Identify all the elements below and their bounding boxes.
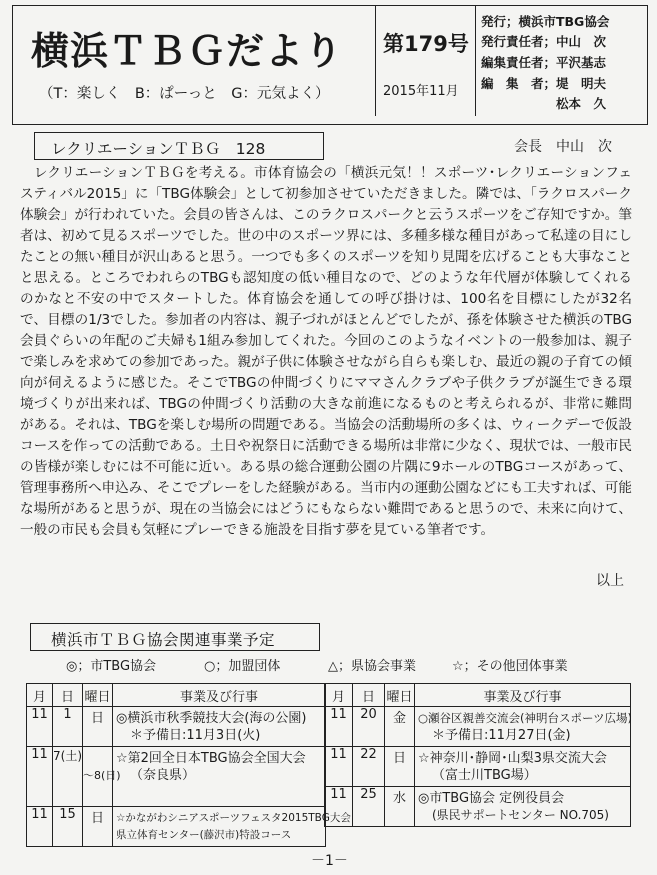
- row-event: ☆神奈川･静岡･山梨3県交流大会: [418, 751, 607, 766]
- row-note: ＊予備日:11月27日(金): [432, 728, 571, 743]
- table-header: [27, 684, 326, 707]
- table-row: [325, 747, 631, 787]
- table-row: [27, 707, 326, 747]
- row-day: 22: [353, 747, 385, 787]
- row-day: 1: [53, 707, 83, 747]
- row-month: 11: [325, 787, 353, 827]
- table-header: [325, 684, 631, 707]
- article-byline: 会長 中山 次: [514, 139, 612, 155]
- staff-editor-2: 松本 久: [481, 96, 607, 111]
- article-closing: 以上: [596, 573, 624, 589]
- legend-city-association: ◎；市TBG協会: [66, 659, 157, 674]
- col-event: 事業及び行事: [113, 684, 326, 707]
- issue-number: 第179号: [383, 32, 469, 56]
- row-event-cell: [415, 747, 631, 787]
- col-day: 日: [353, 684, 385, 707]
- schedule-heading: 横浜市ＴＢＧ協会関連事業予定: [30, 623, 320, 651]
- page-number: －1－: [311, 853, 348, 869]
- row-event-cell: [113, 707, 326, 747]
- table-row: [325, 707, 631, 747]
- row-weekday: 日: [83, 807, 113, 847]
- row-event: ○瀬谷区親善交流会(神明台スポーツ広場): [418, 711, 633, 725]
- row-event: ◎市TBG協会 定例役員会: [418, 791, 565, 806]
- row-month: 11: [325, 707, 353, 747]
- issue-date: 2015年11月: [383, 84, 459, 99]
- col-event: 事業及び行事: [415, 684, 631, 707]
- row-weekday: 日: [83, 707, 113, 747]
- row-note: （富士川TBG場）: [432, 768, 537, 783]
- newsletter-motto: （T：楽しく B：ぱーっと G：元気よく）: [39, 86, 330, 102]
- row-day: 25: [353, 787, 385, 827]
- article-heading: レクリエーションＴＢＧ 128: [34, 132, 324, 160]
- col-month: 月: [27, 684, 53, 707]
- legend-prefecture: △；県協会事業: [328, 659, 416, 674]
- issue-box: [375, 6, 476, 116]
- staff-box: [475, 6, 649, 116]
- row-month: 11: [325, 747, 353, 787]
- row-weekday: 金: [385, 707, 415, 747]
- row-event-cell: [113, 807, 351, 847]
- staff-publishing-head: 発行責任者；中山 次: [481, 34, 607, 49]
- row-event: ☆かながわシニアスポーツフェスタ2015TBG大会: [116, 812, 351, 824]
- row-event-cell: [415, 707, 631, 747]
- staff-editing-head: 編集責任者；平沢基志: [481, 55, 607, 70]
- table-row: [27, 747, 326, 807]
- staff-editor: 編 集 者；堤 明夫: [481, 76, 607, 91]
- row-event-cell: [415, 787, 631, 827]
- row-event: ☆第2回全日本TBG協会全国大会: [116, 751, 306, 766]
- row-event: ◎横浜市秋季競技大会(海の公園): [116, 711, 307, 726]
- legend-member-group: ○；加盟団体: [204, 659, 281, 674]
- col-weekday: 曜日: [83, 684, 113, 707]
- legend-other-group: ☆；その他団体事業: [452, 659, 568, 674]
- row-weekday: 水: [385, 787, 415, 827]
- row-weekday: ～8(日): [83, 747, 113, 807]
- col-weekday: 曜日: [385, 684, 415, 707]
- schedule-table-right: [324, 683, 631, 827]
- row-event-cell: [113, 747, 326, 807]
- staff-publisher: 発行；横浜市TBG協会: [481, 14, 610, 29]
- row-note: ＊予備日:11月3日(火): [130, 728, 261, 743]
- row-day: 20: [353, 707, 385, 747]
- newsletter-title: 横浜ＴＢＧだより: [31, 29, 344, 73]
- row-day: 15: [53, 807, 83, 847]
- title-box: [13, 6, 376, 116]
- article-body: レクリエーションＴＢＧを考える。市体育協会の「横浜元気！！スポーツ･レクリエーションフェスティバル2015」に「TBG体験会」として初参加させていただきました。隣では、「ラクロスパーク体験会」が行われていた。会員の皆さんは、このラクロスパークと云うスポーツをご存知ですか。筆者は、初めて見るスポーツでした。世の中のスポーツ界には、多種多様な種目があって私達の目にしたことの無い種目が沢山あると思う。一つでも多くのスポーツを知り見聞を広げることも大事なことと思える。ところでわれらのTBGも認知度の低い種目なので、どのような年代層が体験してくれるのかなと不安の中でスタートした。体育協会を通しての呼び掛けは、100名を目標にしたが32名で、目標の1/3でした。参加者の内容は、親子づれがほとんどでしたが、孫を体験させた横浜のTBG会員ぐらいの年配のご夫婦も1組み参加してくれた。今回のこのようなイベントの一般参加は、親子で楽しみを求めての参加であった。親が子供に体験させながら自らも楽しむ、最近の親の子育ての傾向が伺えるように感じた。そこでTBGの仲間づくりにママさんクラブや子供クラブが誕生できる環境づくりが出来れば、TBGの仲間づくり活動の大きな前進になるものと考えられるが、非常に難問がある。それは、TBGを楽しむ場所の問題である。当協会の活動場所の多くは、ウィークデーで仮設コースを作っての活動である。土日や祝祭日に活動できる場所は非常に少なく、現状では、一般市民の皆様が楽しむには不可能に近い。ある県の総合運動公園の片隅に9ホールのTBGコースがあって、管理事務所へ申込み、そこでプレーをした経験がある。当市内の運動公園などにも工夫すれば、可能な場所があると思うが、現在の当協会にはどうにもならない難問であると思うので、未来に向けて、一般の市民も会員も気軽にプレーできる施設を目指す夢を見ている筆者です。: [20, 165, 632, 538]
- table-row: [27, 807, 326, 847]
- row-month: 11: [27, 747, 53, 807]
- row-note: (県民サポートセンター NO.705): [432, 808, 609, 822]
- row-month: 11: [27, 707, 53, 747]
- col-day: 日: [53, 684, 83, 707]
- table-row: [325, 787, 631, 827]
- row-day: 7(土): [53, 747, 83, 807]
- row-note: 県立体育センター(藤沢市)特設コース: [116, 829, 292, 841]
- masthead: [12, 5, 648, 125]
- schedule-table-left: [26, 683, 351, 847]
- col-month: 月: [325, 684, 353, 707]
- row-note: （奈良県）: [130, 768, 196, 783]
- row-weekday: 日: [385, 747, 415, 787]
- row-month: 11: [27, 807, 53, 847]
